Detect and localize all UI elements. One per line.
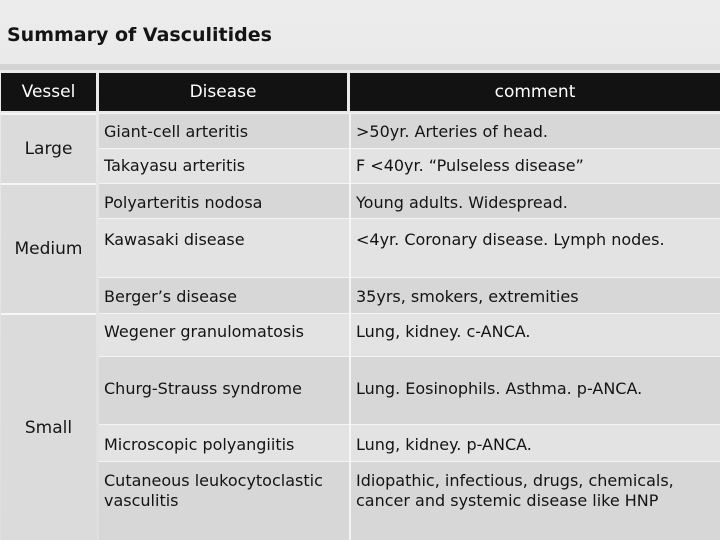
table-row bbox=[99, 461, 720, 540]
disease-cell: Giant-cell arteritis bbox=[104, 122, 249, 141]
disease-cell: Wegener granulomatosis bbox=[104, 322, 304, 341]
title-divider bbox=[0, 64, 720, 70]
vessel-large bbox=[1, 113, 96, 183]
disease-cell: Cutaneous leukocytoclastic vasculitis bbox=[104, 471, 323, 510]
table-row bbox=[99, 148, 720, 183]
vessel-label: Medium bbox=[14, 239, 83, 259]
comment-cell: 35yrs, smokers, extremities bbox=[356, 287, 579, 306]
table-row bbox=[99, 277, 720, 313]
slide-title: Summary of Vasculitides bbox=[7, 24, 272, 46]
disease-cell: Kawasaki disease bbox=[104, 230, 245, 249]
disease-cell: Microscopic polyangiitis bbox=[104, 435, 295, 454]
table-row bbox=[99, 356, 720, 424]
comment-cell: <4yr. Coronary disease. Lymph nodes. bbox=[356, 230, 665, 249]
comment-cell: F <40yr. “Pulseless disease” bbox=[356, 156, 584, 175]
vessel-label: Small bbox=[24, 417, 73, 438]
vessel-small bbox=[1, 313, 96, 540]
table-row bbox=[99, 183, 720, 218]
table-row bbox=[99, 313, 720, 356]
header-vessel: Vessel bbox=[1, 73, 96, 111]
vessel-medium bbox=[1, 183, 96, 313]
comment-cell: Young adults. Widespread. bbox=[356, 193, 568, 212]
header-comment: comment bbox=[350, 73, 720, 111]
comment-cell: >50yr. Arteries of head. bbox=[356, 122, 548, 141]
disease-cell: Polyarteritis nodosa bbox=[104, 193, 263, 212]
disease-cell: Churg-Strauss syndrome bbox=[104, 379, 302, 398]
vessel-label: Large bbox=[24, 139, 73, 159]
table-row bbox=[99, 218, 720, 277]
header-disease: Disease bbox=[99, 73, 347, 111]
table-row bbox=[99, 113, 720, 148]
comment-cell: Lung, kidney. c-ANCA. bbox=[356, 322, 531, 341]
disease-cell: Berger’s disease bbox=[104, 287, 237, 306]
comment-cell: Lung, kidney. p-ANCA. bbox=[356, 435, 532, 454]
comment-cell: Lung. Eosinophils. Asthma. p-ANCA. bbox=[356, 379, 643, 398]
disease-cell: Takayasu arteritis bbox=[104, 156, 246, 175]
comment-cell: Idiopathic, infectious, drugs, chemicals, cancer and systemic disease like HNP bbox=[356, 471, 674, 510]
table-row bbox=[99, 424, 720, 461]
